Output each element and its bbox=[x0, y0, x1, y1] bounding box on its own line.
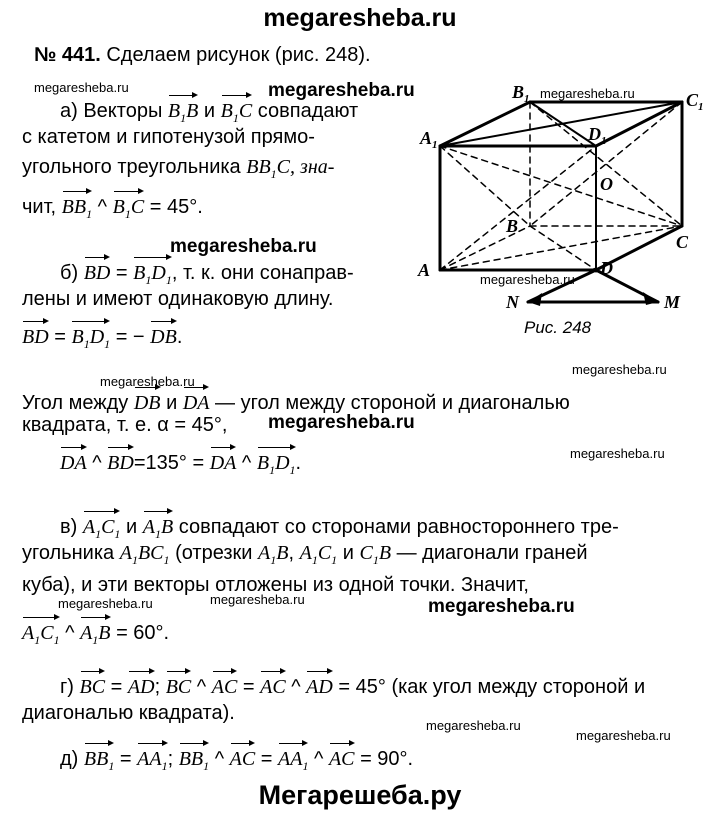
vector: $A_1C_1$ bbox=[83, 508, 121, 547]
label-c1: $C_1$ bbox=[686, 90, 704, 113]
label-n: N bbox=[506, 292, 519, 312]
vector: DA bbox=[210, 444, 237, 476]
vector: $B_1D_1$ bbox=[133, 254, 172, 293]
text-line: лены и имеют одинаковую длину. bbox=[22, 288, 334, 310]
vector: $BB_1$ bbox=[62, 188, 92, 227]
label-b: B bbox=[506, 216, 519, 236]
vector: DB bbox=[150, 318, 177, 350]
vector: DB bbox=[134, 384, 161, 416]
vector: $B_1D_1$ bbox=[71, 318, 110, 357]
text-line: DA ^ BD=135° = DA ^ $B_1D_1$. bbox=[60, 444, 301, 483]
vector: $A_1B$ bbox=[80, 614, 110, 653]
watermark: megaresheba.ru bbox=[34, 80, 129, 95]
figure-caption: Рис. 248 bbox=[524, 318, 592, 337]
label-o: O bbox=[600, 174, 613, 194]
vector: AC bbox=[212, 668, 238, 700]
watermark: megaresheba.ru bbox=[428, 596, 575, 617]
vector: $BB_1$ bbox=[84, 740, 114, 779]
watermark: megaresheba.ru bbox=[268, 412, 415, 433]
vector: $AA_1$ bbox=[137, 740, 167, 779]
text-line: куба), и эти векторы отложены из одной точки. Значит, bbox=[22, 574, 529, 596]
vector: $AA_1$ bbox=[278, 740, 308, 779]
label-b1: $B_1$ bbox=[512, 82, 530, 105]
watermark: megaresheba.ru bbox=[480, 272, 575, 287]
vector: DA bbox=[60, 444, 87, 476]
diag-b-d bbox=[530, 226, 596, 270]
vector: $A_1C_1$ bbox=[22, 614, 60, 653]
watermark: megaresheba.ru bbox=[170, 236, 317, 257]
diag-a-c bbox=[440, 226, 682, 270]
text-line: угольного треугольника $BB_1C$, зна- bbox=[22, 156, 335, 181]
text-line: а) Векторы $B_1B$ и $B_1C$ совпадают bbox=[60, 92, 358, 131]
vector: AC bbox=[230, 740, 256, 772]
watermark: megaresheba.ru bbox=[570, 446, 665, 461]
text-line: $A_1C_1$ ^ $A_1B = 60^\circ$. bbox=[22, 614, 169, 653]
label-m: M bbox=[664, 292, 681, 312]
watermark: megaresheba.ru bbox=[426, 718, 521, 733]
diag-a1-b bbox=[440, 146, 530, 226]
vector: BD bbox=[84, 254, 111, 286]
diag-a1-c bbox=[440, 146, 682, 226]
watermark: megaresheba.ru bbox=[540, 86, 635, 101]
site-footer[interactable]: Мегарешеба.ру bbox=[258, 780, 462, 810]
vector: $B_1B$ bbox=[168, 92, 198, 131]
vector: AC bbox=[329, 740, 355, 772]
vector: $A_1B$ bbox=[143, 508, 173, 547]
text-line: чит, $BB_1$ ^ $B_1C = 45^\circ$. bbox=[22, 188, 203, 227]
label-d: D bbox=[600, 258, 613, 278]
problem-heading bbox=[34, 42, 371, 68]
vector: BC bbox=[80, 668, 106, 700]
text-line: б) BD = $B_1D_1$, т. к. они сонаправ- bbox=[60, 254, 354, 293]
watermark: megaresheba.ru bbox=[210, 592, 305, 607]
vector: $B_1D_1$ bbox=[257, 444, 296, 483]
vector: BD bbox=[22, 318, 49, 350]
text-line: квадрата, т. е. α = 45°, bbox=[22, 414, 228, 436]
text-line: угольника $A_1BC_1$ (отрезки $A_1B$, $A_1C_1$ и $C_1B$ — диагонали граней bbox=[22, 542, 588, 567]
text-line: г) BC = AD; BC ^ AC = AC ^ AD = 45° (как угол между стороной и bbox=[60, 668, 645, 700]
watermark: megaresheba.ru bbox=[58, 596, 153, 611]
watermark: megaresheba.ru bbox=[576, 728, 671, 743]
diag-a-d1 bbox=[440, 146, 596, 270]
text-line: д) $BB_1 = AA_1$; $BB_1$ ^ AC = $AA_1$ ^ AC = 90°. bbox=[60, 740, 413, 779]
vector: AC bbox=[260, 668, 286, 700]
watermark: megaresheba.ru bbox=[100, 374, 195, 389]
edge-a1-c1 bbox=[440, 102, 682, 146]
text-line: BD = $B_1D_1$ = − DB. bbox=[22, 318, 182, 357]
watermark: megaresheba.ru bbox=[572, 362, 667, 377]
edge-a1-b1 bbox=[440, 102, 530, 146]
vector: AD bbox=[128, 668, 155, 700]
problem-number: № 441. bbox=[34, 44, 101, 66]
text-line: с катетом и гипотенузой прямо- bbox=[22, 126, 315, 148]
edge-d1-c1 bbox=[596, 102, 682, 146]
vector: BD bbox=[107, 444, 134, 476]
point-d bbox=[594, 268, 599, 273]
vector: $B_1C$ bbox=[113, 188, 145, 227]
vector: AD bbox=[306, 668, 333, 700]
label-d1: $D_1$ bbox=[588, 124, 607, 147]
text-line: диагональю квадрата). bbox=[22, 702, 235, 724]
label-a: A bbox=[418, 260, 431, 280]
text-line: в) $A_1C_1$ и $A_1B$ совпадают со сторонами равностороннего тре- bbox=[60, 508, 619, 547]
vector: DA bbox=[183, 384, 210, 416]
vector: $B_1C$ bbox=[221, 92, 253, 131]
label-a1: $A_1$ bbox=[420, 128, 438, 151]
vector: $BB_1$ bbox=[179, 740, 209, 779]
label-c: C bbox=[676, 232, 689, 252]
text-line: Угол между DB и DA — угол между стороной и диагональю bbox=[22, 384, 570, 416]
site-header[interactable]: megaresheba.ru bbox=[263, 4, 457, 32]
watermark: megaresheba.ru bbox=[268, 80, 415, 101]
vector: BC bbox=[166, 668, 192, 700]
problem-intro: Сделаем рисунок (рис. 248). bbox=[106, 44, 371, 66]
